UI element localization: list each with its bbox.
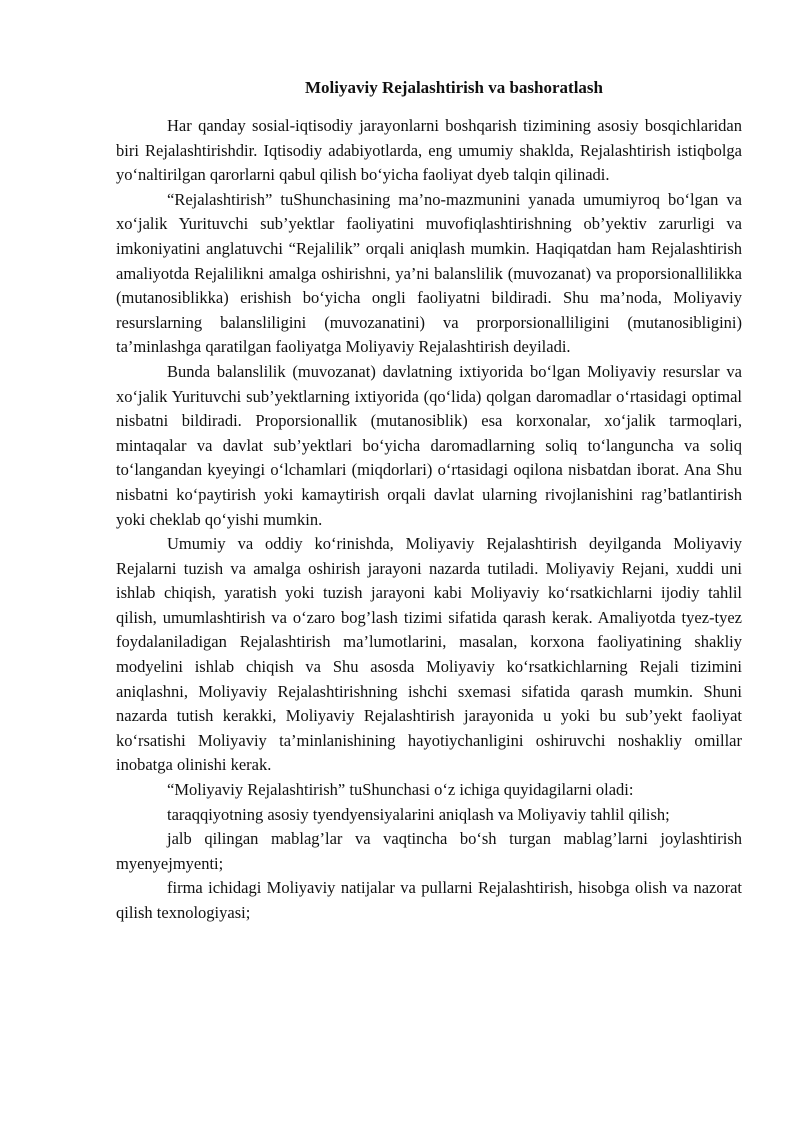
paragraph-4: Umumiy va oddiy ko‘rinishda, Moliyaviy Rejalashtirish deyilganda Moliyaviy Rejalarni tuzish va amalga oshirish jarayoni nazarda tutiladi. Moliyaviy Rejani, xuddi uni ishlab chiqish, yaratish yoki tuzish jarayoni kabi Moliyaviy ko‘rsatkichlarni ijodiy tahlil qilish, umumlashtirish va o‘zaro bog’lash tizimi sifatida qarash kerak. Amaliyotda tyez-tyez foydalaniladigan Rejalashtirish ma’lumotlarini, masalan, korxona faoliyatining shakliy modyelini ishlab chiqish va Shu asosda Moliyaviy ko‘rsatkichlarning Rejali tizimini aniqlashni, Moliyaviy Rejalashtirishning ishchi sxemasi sifatida qarash mumkin. Shuni nazarda tutish kerakki, Moliyaviy Rejalashtirish jarayonida u yoki bu sub’yekt faoliyat ko‘rsatishi Moliyaviy ta’minlanishining hayotiychanligini oshiruvchi noshakliy omillar inobatga olinishi kerak.: [116, 534, 742, 775]
document-page: [116, 72, 742, 926]
paragraph-2: “Rejalashtirish” tuShunchasining ma’no-mazmunini yanada umumiyroq bo‘lgan va xo‘jalik Yurituvchi sub’yektlar faoliyatini muvofiqlashtirishning ob’yektiv zarurligi va imkoniyatini anglatuvchi “Rejalilik” orqali aniqlash mumkin. Haqiqatdan ham Rejalashtirish amaliyotda Rejalilikni amalga oshirishni, ya’ni balanslilik (muvozanat) va proporsionallilikka (mutanosiblikka) erishish bo‘yicha ongli faoliyatni bildiradi. Shu ma’noda, Moliyaviy resurslarning balansliligini (muvozanatini) va prorporsionalliligini (mutanosibligini) ta’minlashga qaratilgan faoliyatga Moliyaviy Rejalashtirish deyiladi.: [116, 189, 742, 357]
paragraph-1: Har qanday sosial-iqtisodiy jarayonlarni boshqarish tizimining asosiy bosqichlaridan biri Rejalashtirishdir. Iqtisodiy adabiyotlarda, eng umumiy shaklda, Rejalashtirish istiqbolga yo‘naltirilgan qarorlarni qabul qilish bo‘yicha faoliyat dyeb talqin qilinadi.: [116, 116, 742, 185]
document-title: Moliyaviy Rejalashtirish va bashoratlash: [305, 78, 603, 97]
list-item-2: jalb qilingan mablag’lar va vaqtincha bo‘sh turgan mablag’larni joylashtirish myenyejmyenti;: [116, 829, 742, 873]
list-item-3: firma ichidagi Moliyaviy natijalar va pullarni Rejalashtirish, hisobga olish va nazorat qilish texnologiyasi;: [116, 878, 742, 922]
paragraph-3: Bunda balanslilik (muvozanat) davlatning ixtiyorida bo‘lgan Moliyaviy resurslar va xo‘jalik Yurituvchi sub’yektlarning ixtiyorida (qo‘lida) qolgan daromadlar o‘rtasidagi optimal nisbatni bildiradi. Proporsionallik (mutanosiblik) esa korxonalar, xo‘jalik tarmoqlari, mintaqalar va davlat sub’yektlari bo‘yicha daromadlarning soliq to‘languncha va soliq to‘langandan kyeyingi o‘lchamlari (miqdorlari) o‘rtasidagi oqilona nisbatdan iborat. Ana Shu nisbatni ko‘paytirish yoki kamaytirish orqali davlat ularning rivojlanishini rag’batlantirish yoki cheklab qo‘yishi mumkin.: [116, 361, 742, 529]
paragraph-5: “Moliyaviy Rejalashtirish” tuShunchasi o‘z ichiga quyidagilarni oladi:: [167, 780, 634, 800]
list-item-1: taraqqiyotning asosiy tyendyensiyalarini aniqlash va Moliyaviy tahlil qilish;: [167, 804, 670, 824]
